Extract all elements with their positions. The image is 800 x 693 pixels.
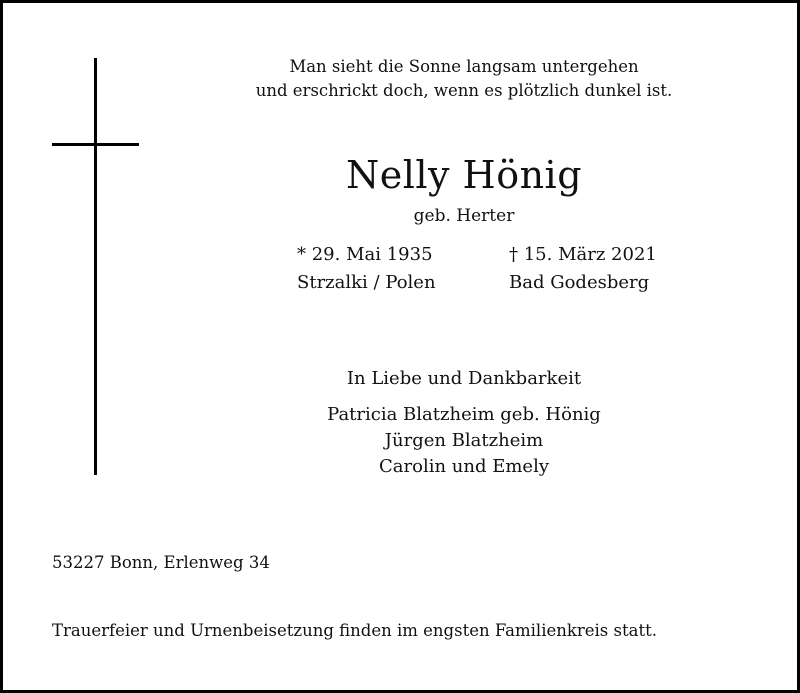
mourner-name: Carolin und Emely [379,456,549,477]
birth-place: Strzalki / Polen [297,272,436,293]
mourners-intro: In Liebe und Dankbarkeit [346,368,582,389]
mourners-list [244,402,684,480]
funeral-note: Trauerfeier und Urnenbeisetzung finden im engsten Familienkreis statt. [52,621,657,640]
birth-info [297,241,436,297]
deceased-name: Nelly Hönig [345,153,583,197]
mourner-name: Jürgen Blatzheim [384,430,544,451]
poem-line-1: Man sieht die Sonne langsam untergehen [289,57,639,76]
address: 53227 Bonn, Erlenweg 34 [52,553,270,572]
death-place: Bad Godesberg [509,272,650,293]
death-date: † 15. März 2021 [509,244,657,265]
poem [244,55,684,103]
poem-line-2: und erschrickt doch, wenn es plötzlich dunkel ist. [255,81,673,100]
mourner-name: Patricia Blatzheim geb. Hönig [327,404,601,425]
birth-date: * 29. Mai 1935 [297,244,433,265]
cross-horizontal-bar [52,143,139,146]
cross-vertical-bar [94,58,97,475]
birth-name: geb. Herter [413,206,515,226]
death-info [509,241,657,297]
